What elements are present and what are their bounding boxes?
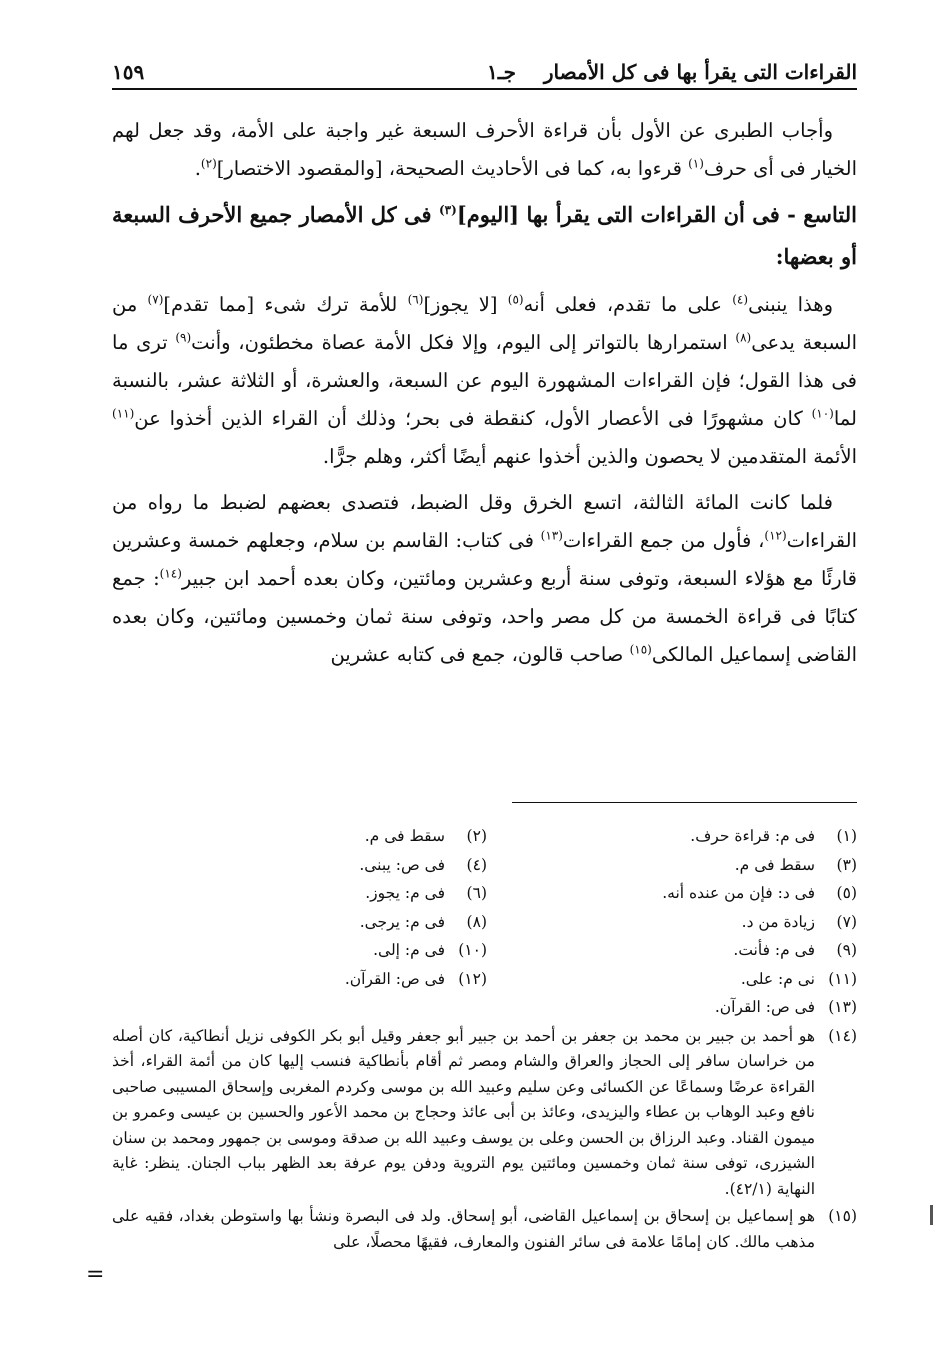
footnote-text: فى ص: يبنى. bbox=[359, 855, 445, 874]
text-run: : جمع كتابًا فى قراءة الخمسة من كل مصر واحد، وتوفى سنة ثمان وخمسين ومائتين، وكان بعده القاضى إسماعيل المالكى bbox=[112, 567, 857, 666]
footnote-ref: (٥) bbox=[507, 292, 524, 307]
footnote-text: سقط فى م. bbox=[364, 827, 445, 845]
text-run: الأئمة المتقدمين لا يحصون والذين أخذوا عنهم أيضًا أكثر، وهلم جرًّا. bbox=[322, 445, 857, 468]
footnote bbox=[117, 936, 487, 965]
footnote-text: هو أحمد بن جبير بن محمد بن جعفر بن أحمد بن جبير أبو جعفر وقيل أبو بكر الكوفى نزيل أنطاكية، كان أصله من خراسان سافر إلى الحجاز والعراق والشام ومصر ثم أقام بأنطاكية فنسب إليها كان من أئمة القراء، أخذ القراءة عرضًا وسماعًا عن الكسائى وعن سليم وعبيد الله بن موسى وكردم المغربى وإسحاق المسيبى صاحبى نافع وعبد الوهاب بن عطاء واليزيدى، وعائذ بن أبى عائذ وحجاج بن محمد الأعور والحسين بن عيسى وعمرو بن ميمون القناد. وعبد الرزاق بن الحسن وعلى بن يوسف وعبيد الله بن صدقة وموسى بن جمهور ومحمد بن سنان الشيزرى، توفى سنة ثمان وخمسين ومائتين يوم التروية ودفن يوم عرفة بعد الظهر بباب الجنان. ينظر: غاية النهاية (٤٢/١). bbox=[112, 1026, 815, 1198]
footnote-number: (٣) bbox=[836, 855, 857, 874]
footnote-text: فى م: إلى. bbox=[373, 941, 445, 959]
text-run: فلما كانت المائة الثالثة، اتسع الخرق وقل الضبط، فتصدى بعضهم لضبط ما رواه من القراءات bbox=[112, 491, 857, 552]
text-run: وهذا ينبنى bbox=[748, 293, 833, 316]
footnote-ref: (١٠) bbox=[811, 406, 834, 421]
footnote bbox=[487, 851, 857, 880]
footnotes bbox=[112, 822, 857, 1255]
footnote bbox=[117, 822, 487, 851]
text-run: فى كل الأمصار جميع الأحرف السبعة أو بعضها: bbox=[112, 202, 857, 269]
footnote-ref: (١٣) bbox=[540, 528, 563, 543]
footnote-ref: (١١) bbox=[112, 406, 135, 421]
text-run: . bbox=[194, 157, 201, 180]
footnote-number: (١٠) bbox=[458, 941, 487, 959]
text-run: فى كتاب: القاسم بن سلام، وجعلهم خمسة وعشرين قارئًا مع هؤلاء السبعة، وتوفى سنة أربع وعشرين ومائتين، وكان بعده أحمد ابن جبير bbox=[112, 529, 857, 590]
main-text bbox=[112, 112, 857, 674]
text-run: ، فأول من جمع القراءات bbox=[562, 529, 765, 552]
footnote-number: (٨) bbox=[466, 912, 487, 931]
footnote bbox=[487, 908, 857, 937]
footnote-text: هو إسماعيل بن إسحاق بن إسماعيل القاضى، أبو إسحاق. ولد فى البصرة ونشأ بها واستوطن بغداد، فقيه على مذهب مالك. كان إمامًا علامة فى سائر الفنون والمعارف، فقيهًا محصلًا، على bbox=[112, 1207, 815, 1251]
footnote-text: فى ص: القرآن. bbox=[714, 998, 815, 1016]
footnote bbox=[117, 965, 487, 994]
text-run: من السبعة يدعى bbox=[112, 293, 857, 354]
footnote-number: (١) bbox=[836, 827, 857, 845]
running-header bbox=[112, 50, 857, 90]
footnote-number: (٩) bbox=[836, 941, 857, 959]
running-title: القراءات التى يقرأ بها فى كل الأمصار bbox=[543, 60, 857, 84]
footnote-number: (١٥) bbox=[828, 1207, 857, 1225]
footnote-text: فى م: يرجى. bbox=[359, 912, 445, 931]
footnote-number: (٤) bbox=[466, 855, 487, 874]
footnote bbox=[117, 851, 487, 880]
text-run: التاسع - فى أن القراءات التى يقرأ بها [اليوم] bbox=[456, 202, 857, 227]
footnote-ref: (٦) bbox=[407, 292, 424, 307]
continuation-mark: = bbox=[86, 1262, 105, 1287]
footnote bbox=[487, 822, 857, 851]
section-heading bbox=[112, 194, 857, 278]
text-run: قرءوا به، كما فى الأحاديث الصحيحة، [والمقصود الاختصار] bbox=[216, 157, 689, 180]
short-footnotes bbox=[112, 822, 857, 1022]
text-run: استمرارها بالتواتر إلى اليوم، وإلا فكل الأمة عصاة مخطئون، وأنت bbox=[191, 331, 736, 354]
text-run: ترى ما فى هذا القول؛ فإن القراءات المشهورة اليوم عن السبعة، والعشرة، أو الثلاثة عشر، بالنسبة لما bbox=[112, 331, 857, 430]
footnote-ref: (١) bbox=[688, 156, 704, 171]
scan-mark bbox=[930, 1205, 933, 1225]
text-run: على ما تقدم، فعلى أنه bbox=[523, 293, 733, 316]
footnote-text: فى د: فإن من عنده أنه. bbox=[662, 884, 815, 902]
footnote-number: (١٣) bbox=[828, 998, 857, 1016]
footnote-text: فى م: يجوز. bbox=[365, 884, 445, 902]
footnote-number: (٦) bbox=[466, 884, 487, 902]
footnote-ref: (٣) bbox=[438, 203, 457, 217]
footnote-long bbox=[112, 1022, 857, 1203]
footnote-text: فى م: فأنت. bbox=[733, 941, 815, 959]
footnote bbox=[487, 965, 857, 994]
paragraph bbox=[112, 286, 857, 476]
paragraph bbox=[112, 484, 857, 674]
footnote-text: سقط فى م. bbox=[734, 855, 815, 874]
footnote bbox=[487, 936, 857, 965]
footnote bbox=[117, 908, 487, 937]
volume-label: جـ١ bbox=[487, 60, 516, 84]
footnote bbox=[117, 879, 487, 908]
footnote-text: فى م: قراءة حرف. bbox=[690, 827, 815, 845]
footnote-empty bbox=[117, 993, 487, 1022]
footnote-ref: (٩) bbox=[175, 330, 192, 345]
footnote-ref: (٨) bbox=[735, 330, 752, 345]
footnote-number: (٥) bbox=[836, 884, 857, 902]
text-run: للأمة ترك شىء [مما تقدم] bbox=[163, 293, 408, 316]
footnote-long bbox=[112, 1202, 857, 1255]
footnote-ref: (١٥) bbox=[629, 642, 652, 657]
paragraph bbox=[112, 112, 857, 188]
footnote-number: (٧) bbox=[836, 912, 857, 931]
footnote-separator bbox=[512, 802, 857, 803]
footnote-number: (١١) bbox=[828, 969, 857, 988]
footnote-number: (٢) bbox=[466, 827, 487, 845]
page-number: ١٥٩ bbox=[112, 60, 145, 84]
text-run: صاحب قالون، جمع فى كتابه عشرين bbox=[330, 643, 630, 666]
footnote-text: فى ص: القرآن. bbox=[344, 969, 445, 988]
text-run: وأجاب الطبرى عن الأول بأن قراءة الأحرف السبعة غير واجبة على الأمة، وقد جعل لهم الخيار فى أى حرف bbox=[112, 119, 857, 180]
footnote-ref: (٧) bbox=[147, 292, 164, 307]
footnote-ref: (١٤) bbox=[159, 566, 182, 581]
text-run: [لا يجوز] bbox=[423, 293, 508, 316]
footnote-number: (١٤) bbox=[828, 1026, 857, 1045]
footnote-number: (١٢) bbox=[458, 969, 487, 988]
footnote-ref: (١٢) bbox=[764, 528, 787, 543]
text-run: كان مشهورًا فى الأعصار الأول، كنقطة فى بحر؛ وذلك أن القراء الذين أخذوا عن bbox=[134, 407, 812, 430]
footnote bbox=[487, 879, 857, 908]
footnote-ref: (٤) bbox=[732, 292, 749, 307]
footnote-ref: (٢) bbox=[200, 156, 217, 171]
footnote-text: زيادة من د. bbox=[741, 912, 815, 931]
footnote-text: نى م: على. bbox=[740, 969, 815, 988]
footnote bbox=[487, 993, 857, 1022]
